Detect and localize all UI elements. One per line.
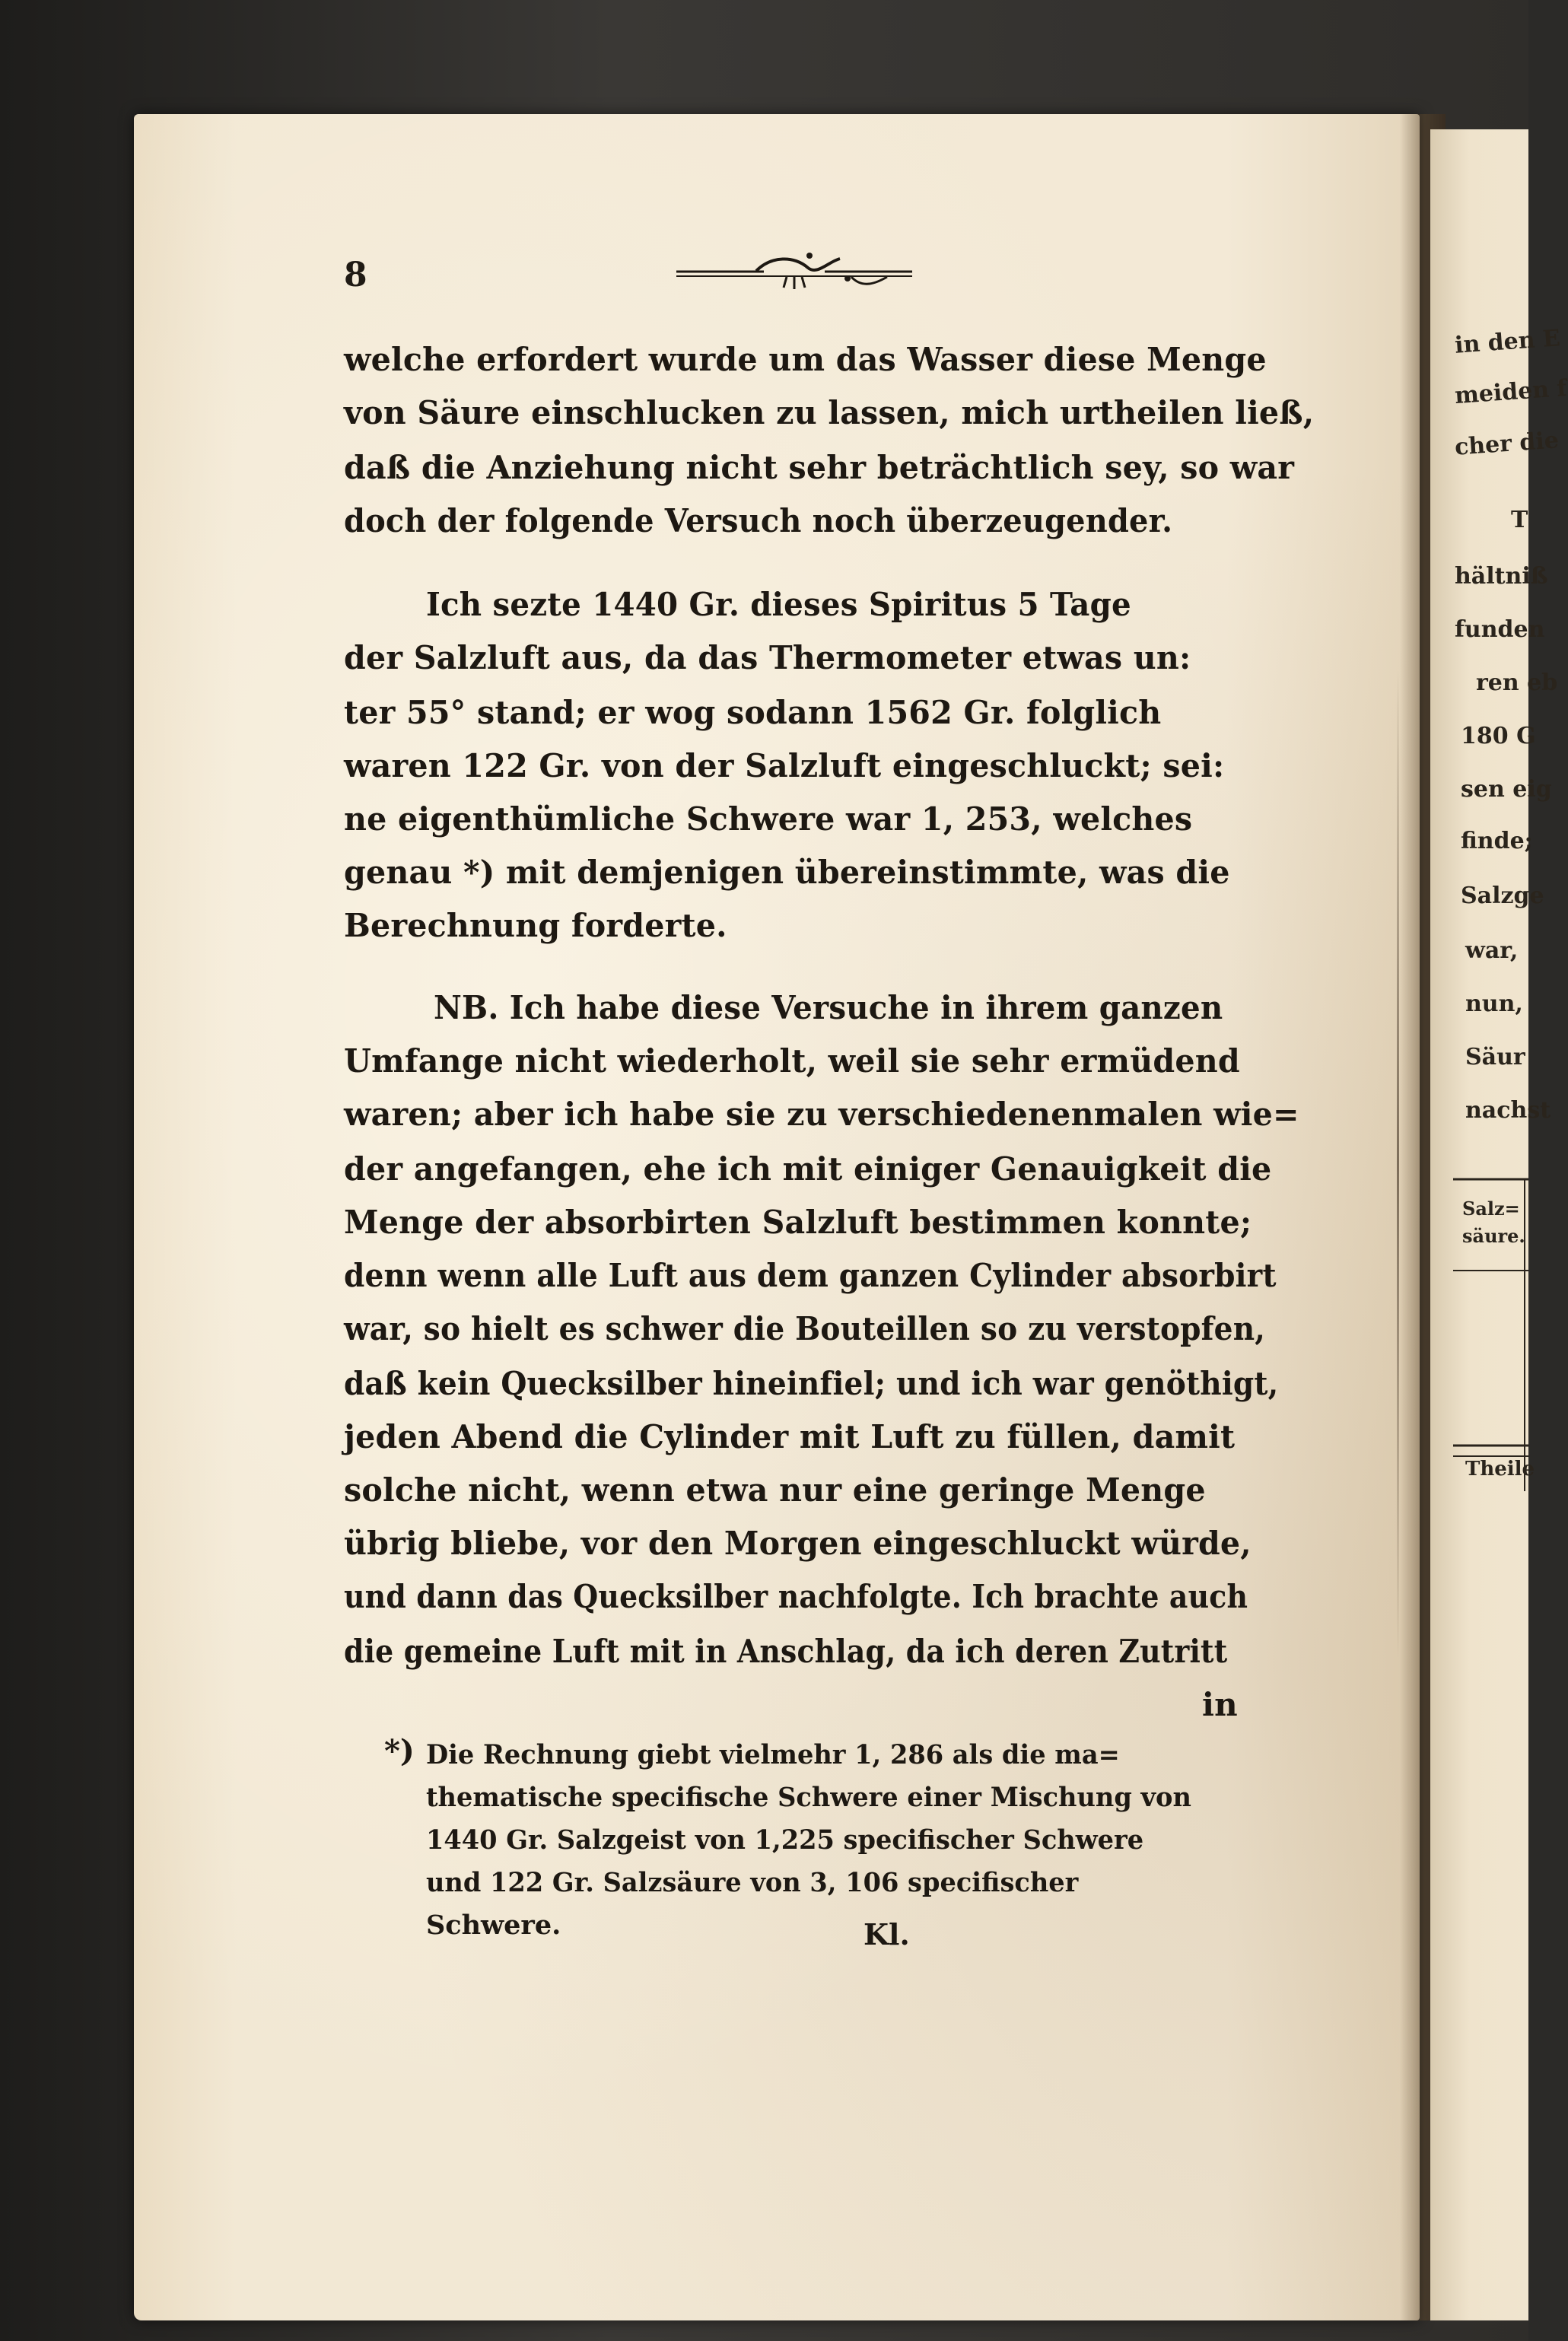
body-line: doch der folgende Versuch noch überzeugender. xyxy=(344,502,1173,539)
body-line: und dann das Quecksilber nachfolgte. Ich brachte auch xyxy=(344,1578,1248,1615)
body-line: waren; aber ich habe sie zu verschiedenenmalen wie= xyxy=(344,1096,1299,1133)
next-page-fragment: Salzge xyxy=(1461,883,1544,909)
next-page-fragment: nachst xyxy=(1465,1097,1551,1124)
header-ornament-icon xyxy=(673,245,916,291)
body-line: solche nicht, wenn etwa nur eine geringe Menge xyxy=(344,1471,1206,1509)
catchword: in xyxy=(1202,1686,1238,1723)
body-line: Ich sezte 1440 Gr. dieses Spiritus 5 Tage xyxy=(426,586,1131,623)
next-page-fragment: in den E xyxy=(1453,325,1561,359)
body-line: Menge der absorbirten Salzluft bestimmen konnte; xyxy=(344,1204,1252,1241)
body-line: daß die Anziehung nicht sehr beträchtlich sey, so war xyxy=(344,449,1295,486)
body-line: Umfange nicht wiederholt, weil sie sehr ermüdend xyxy=(344,1042,1240,1080)
body-line: übrig bliebe, vor den Morgen eingeschluckt würde, xyxy=(344,1525,1252,1562)
next-page-fragment: cher die xyxy=(1453,427,1560,461)
body-line: der angefangen, ehe ich mit einiger Genauigkeit die xyxy=(344,1150,1272,1188)
next-page-fragment: Theile xyxy=(1465,1458,1535,1481)
footnote-line: Die Rechnung giebt vielmehr 1, 286 als die ma= xyxy=(426,1739,1120,1770)
next-page-fragment: T xyxy=(1511,507,1528,533)
next-page-fragment: 180 G xyxy=(1461,723,1536,749)
next-page-fragment: nun, xyxy=(1465,991,1523,1017)
footnote-line: 1440 Gr. Salzgeist von 1,225 specifischer Schwere xyxy=(426,1824,1144,1856)
page-edge-shadow xyxy=(1397,670,1399,1659)
body-line: die gemeine Luft mit in Anschlag, da ich deren Zutritt xyxy=(344,1633,1228,1670)
footnote-line: und 122 Gr. Salzsäure von 3, 106 specifischer xyxy=(426,1867,1079,1898)
body-line: daß kein Quecksilber hineinfiel; und ich war genöthigt, xyxy=(344,1365,1279,1402)
next-page-fragment: säure. xyxy=(1462,1225,1525,1247)
body-line: Berechnung forderte. xyxy=(344,907,727,944)
body-line: waren 122 Gr. von der Salzluft eingeschluckt; sei: xyxy=(344,747,1225,784)
page-number: 8 xyxy=(344,256,367,294)
body-line: genau *) mit demjenigen übereinstimmte, was die xyxy=(344,854,1230,891)
next-page-fragment: meiden f xyxy=(1453,374,1568,410)
next-page-fragment: war, xyxy=(1465,937,1519,964)
footnote-marker: *) xyxy=(384,1733,415,1769)
next-page-table-rules xyxy=(1453,1172,1528,1491)
next-page-fragment: Säur xyxy=(1465,1044,1525,1070)
body-line: jeden Abend die Cylinder mit Luft zu füllen, damit xyxy=(344,1418,1236,1455)
next-page-fragment: funden xyxy=(1455,616,1545,643)
body-line: welche erfordert wurde um das Wasser diese Menge xyxy=(344,341,1267,378)
footnote-line: Schwere. xyxy=(426,1910,561,1941)
body-line: der Salzluft aus, da das Thermometer etwas un: xyxy=(344,639,1191,676)
body-line: denn wenn alle Luft aus dem ganzen Cylinder absorbirt xyxy=(344,1257,1277,1294)
body-line: von Säure einschlucken zu lassen, mich urtheilen ließ, xyxy=(344,394,1315,431)
body-line: war, so hielt es schwer die Bouteillen so zu verstopfen, xyxy=(344,1310,1266,1347)
next-page-fragment: hältniß xyxy=(1455,563,1548,590)
body-line: ter 55° stand; er wog sodann 1562 Gr. folglich xyxy=(344,694,1162,731)
body-line: ne eigenthümliche Schwere war 1, 253, welches xyxy=(344,800,1193,838)
next-page-fragment: ren eb xyxy=(1476,670,1558,696)
footnote-line: thematische specifische Schwere einer Mischung von xyxy=(426,1782,1191,1813)
next-page-fragment: Salz= xyxy=(1462,1198,1520,1220)
next-page-fragment: sen eig xyxy=(1461,776,1552,803)
footnote-signature: Kl. xyxy=(864,1917,910,1951)
body-line: NB. Ich habe diese Versuche in ihrem ganzen xyxy=(434,989,1223,1026)
next-page-fragment: finde; xyxy=(1461,828,1533,854)
